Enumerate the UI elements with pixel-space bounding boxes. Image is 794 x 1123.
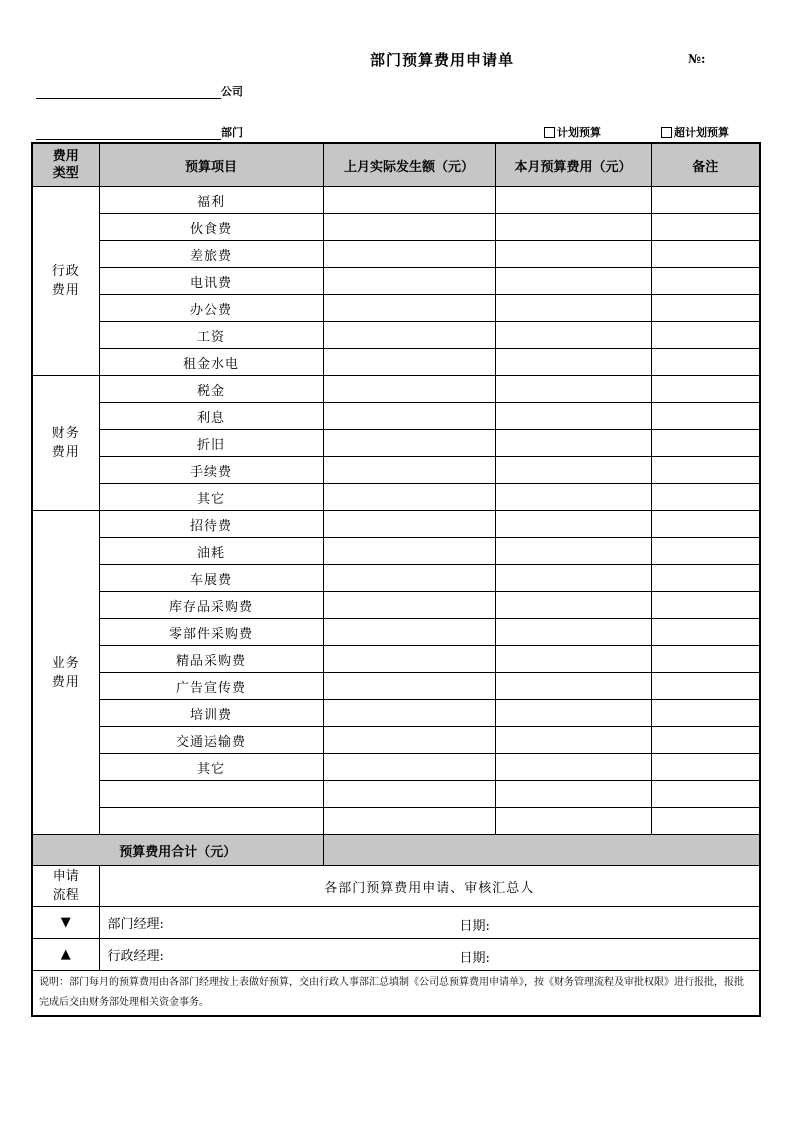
last-month-cell[interactable]	[323, 403, 495, 430]
this-month-cell[interactable]	[495, 322, 651, 349]
last-month-cell[interactable]	[323, 349, 495, 376]
table-row	[32, 484, 760, 511]
table-row	[32, 214, 760, 241]
signature-row	[32, 939, 760, 971]
table-row	[32, 700, 760, 727]
this-month-cell[interactable]	[495, 457, 651, 484]
remark-cell[interactable]	[651, 214, 760, 241]
budget-item-name: 工资	[99, 322, 323, 349]
table-row	[32, 646, 760, 673]
remark-cell[interactable]	[651, 646, 760, 673]
last-month-cell[interactable]	[323, 187, 495, 214]
this-month-cell[interactable]	[495, 727, 651, 754]
table-row	[32, 376, 760, 403]
remark-cell[interactable]	[651, 619, 760, 646]
table-row	[32, 187, 760, 214]
this-month-cell[interactable]	[495, 619, 651, 646]
header-type: 费用 类型	[32, 143, 99, 187]
total-row	[32, 835, 760, 866]
this-month-cell[interactable]	[495, 484, 651, 511]
this-month-cell[interactable]	[495, 511, 651, 538]
plan-budget-checkbox[interactable]	[544, 127, 555, 138]
last-month-cell[interactable]	[323, 268, 495, 295]
this-month-cell[interactable]	[495, 241, 651, 268]
budget-table	[31, 142, 761, 1017]
remark-cell[interactable]	[651, 349, 760, 376]
form-title: 部门预算费用申请单	[370, 51, 515, 69]
remark-cell[interactable]	[651, 538, 760, 565]
category-label: 行政 费用	[32, 187, 99, 376]
over-plan-budget-option[interactable]	[661, 124, 729, 140]
plan-budget-option[interactable]	[544, 124, 601, 140]
last-month-cell[interactable]	[323, 538, 495, 565]
header-remark: 备注	[651, 143, 760, 187]
last-month-cell[interactable]	[323, 646, 495, 673]
category-label: 财务 费用	[32, 376, 99, 511]
table-row	[32, 268, 760, 295]
note-row	[32, 971, 760, 1017]
table-row	[32, 565, 760, 592]
table-row	[32, 322, 760, 349]
table-row	[32, 295, 760, 322]
last-month-cell[interactable]	[323, 214, 495, 241]
last-month-cell[interactable]	[323, 619, 495, 646]
budget-item-name: 培训费	[99, 700, 323, 727]
this-month-cell[interactable]	[495, 403, 651, 430]
this-month-cell[interactable]	[495, 214, 651, 241]
department-suffix: 部门	[221, 126, 243, 139]
header-last-month: 上月实际发生额（元）	[323, 143, 495, 187]
dept-manager-signature-cell[interactable]	[99, 907, 760, 939]
over-plan-budget-checkbox[interactable]	[661, 127, 672, 138]
department-blank-line[interactable]	[36, 127, 221, 140]
remark-cell[interactable]	[651, 592, 760, 619]
remark-cell[interactable]	[651, 565, 760, 592]
budget-item-name: 车展费	[99, 565, 323, 592]
total-value-cell[interactable]	[323, 835, 760, 866]
table-row	[32, 808, 760, 835]
last-month-cell[interactable]	[323, 484, 495, 511]
flow-text: 各部门预算费用申请、审核汇总人	[99, 866, 760, 907]
budget-item-name: 交通运输费	[99, 727, 323, 754]
remark-cell[interactable]	[651, 457, 760, 484]
budget-item-name: 税金	[99, 376, 323, 403]
admin-manager-date-label: 日期:	[459, 951, 490, 966]
budget-item-name: 伙食费	[99, 214, 323, 241]
last-month-cell[interactable]	[323, 808, 495, 835]
budget-item-name: 广告宣传费	[99, 673, 323, 700]
this-month-cell[interactable]	[495, 700, 651, 727]
table-row	[32, 727, 760, 754]
last-month-cell[interactable]	[323, 376, 495, 403]
company-suffix: 公司	[221, 85, 243, 98]
table-row	[32, 538, 760, 565]
document-number-label: №:	[688, 52, 706, 66]
over-plan-budget-label: 超计划预算	[674, 126, 729, 139]
table-row	[32, 457, 760, 484]
this-month-cell[interactable]	[495, 376, 651, 403]
dept-manager-label: 部门经理:	[107, 917, 164, 932]
budget-item-name: 其它	[99, 484, 323, 511]
last-month-cell[interactable]	[323, 511, 495, 538]
this-month-cell[interactable]	[495, 349, 651, 376]
budget-item-name: 差旅费	[99, 241, 323, 268]
budget-item-name: 折旧	[99, 430, 323, 457]
this-month-cell[interactable]	[495, 295, 651, 322]
signature-row	[32, 907, 760, 939]
table-row	[32, 403, 760, 430]
last-month-cell[interactable]	[323, 430, 495, 457]
remark-cell[interactable]	[651, 808, 760, 835]
last-month-cell[interactable]	[323, 295, 495, 322]
this-month-cell[interactable]	[495, 808, 651, 835]
company-blank-line[interactable]	[36, 86, 221, 99]
this-month-cell[interactable]	[495, 673, 651, 700]
remark-cell[interactable]	[651, 430, 760, 457]
table-row	[32, 430, 760, 457]
remark-cell[interactable]	[651, 511, 760, 538]
admin-manager-label: 行政经理:	[107, 949, 164, 964]
remark-cell[interactable]	[651, 295, 760, 322]
remark-cell[interactable]	[651, 754, 760, 781]
category-label: 业务 费用	[32, 511, 99, 835]
last-month-cell[interactable]	[323, 565, 495, 592]
budget-item-name: 利息	[99, 403, 323, 430]
admin-manager-signature-cell[interactable]	[99, 939, 760, 971]
this-month-cell[interactable]	[495, 781, 651, 808]
table-row	[32, 511, 760, 538]
budget-item-name	[99, 781, 323, 808]
this-month-cell[interactable]	[495, 538, 651, 565]
this-month-cell[interactable]	[495, 592, 651, 619]
remark-cell[interactable]	[651, 484, 760, 511]
table-row	[32, 349, 760, 376]
company-field	[36, 83, 243, 99]
header-this-month: 本月预算费用（元）	[495, 143, 651, 187]
budget-item-name	[99, 808, 323, 835]
this-month-cell[interactable]	[495, 646, 651, 673]
this-month-cell[interactable]	[495, 430, 651, 457]
table-header-row	[32, 143, 760, 187]
remark-cell[interactable]	[651, 673, 760, 700]
last-month-cell[interactable]	[323, 700, 495, 727]
plan-budget-label: 计划预算	[557, 126, 601, 139]
table-row	[32, 673, 760, 700]
remark-cell[interactable]	[651, 376, 760, 403]
budget-item-name: 零部件采购费	[99, 619, 323, 646]
this-month-cell[interactable]	[495, 565, 651, 592]
remark-cell[interactable]	[651, 187, 760, 214]
remark-cell[interactable]	[651, 268, 760, 295]
last-month-cell[interactable]	[323, 241, 495, 268]
budget-item-name: 招待费	[99, 511, 323, 538]
budget-item-name: 办公费	[99, 295, 323, 322]
table-row	[32, 592, 760, 619]
budget-item-name: 精品采购费	[99, 646, 323, 673]
table-row	[32, 754, 760, 781]
last-month-cell[interactable]	[323, 727, 495, 754]
last-month-cell[interactable]	[323, 592, 495, 619]
this-month-cell[interactable]	[495, 187, 651, 214]
budget-item-name: 油耗	[99, 538, 323, 565]
table-row	[32, 241, 760, 268]
down-arrow-icon: ▼	[32, 907, 99, 939]
flow-row	[32, 866, 760, 907]
budget-item-name: 库存品采购费	[99, 592, 323, 619]
this-month-cell[interactable]	[495, 268, 651, 295]
budget-item-name: 租金水电	[99, 349, 323, 376]
last-month-cell[interactable]	[323, 457, 495, 484]
remark-cell[interactable]	[651, 781, 760, 808]
last-month-cell[interactable]	[323, 754, 495, 781]
table-row	[32, 781, 760, 808]
budget-item-name: 福利	[99, 187, 323, 214]
budget-items	[32, 187, 760, 835]
note-text: 说明：部门每月的预算费用由各部门经理按上表做好预算，交由行政人事部汇总填制《公司总预算费用申请单》，按《财务管理流程及审批权限》进行报批，报批完成后交由财务部处理相关资金事务。	[32, 971, 760, 1017]
total-label: 预算费用合计（元）	[32, 835, 323, 866]
remark-cell[interactable]	[651, 403, 760, 430]
flow-label: 申请 流程	[32, 866, 99, 907]
budget-item-name: 电讯费	[99, 268, 323, 295]
budget-item-name: 手续费	[99, 457, 323, 484]
remark-cell[interactable]	[651, 700, 760, 727]
remark-cell[interactable]	[651, 241, 760, 268]
remark-cell[interactable]	[651, 322, 760, 349]
table-row	[32, 619, 760, 646]
last-month-cell[interactable]	[323, 322, 495, 349]
last-month-cell[interactable]	[323, 781, 495, 808]
remark-cell[interactable]	[651, 727, 760, 754]
budget-item-name: 其它	[99, 754, 323, 781]
up-arrow-icon: ▲	[32, 939, 99, 971]
department-field	[36, 124, 243, 140]
this-month-cell[interactable]	[495, 754, 651, 781]
header-item: 预算项目	[99, 143, 323, 187]
last-month-cell[interactable]	[323, 673, 495, 700]
dept-manager-date-label: 日期:	[459, 919, 490, 934]
